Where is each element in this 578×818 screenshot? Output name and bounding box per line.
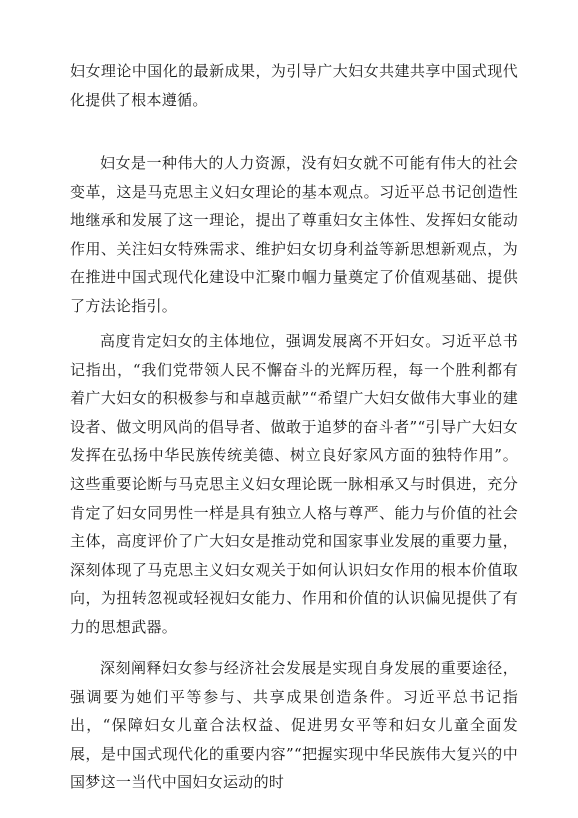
paragraph-2: 妇女是一种伟大的人力资源，没有妇女就不可能有伟大的社会变革，这是马克思主义妇女理论的基本观点。习近平总书记创造性地继承和发展了这一理论，提出了尊重妇女主体性、发挥妇女能动作用、关注妇女特殊需求、维护妇女切身利益等新思想新观点，为在推进中国式现代化建设中汇聚巾帼力量奠定了价值观基础、提供了方法论指引。 bbox=[70, 154, 518, 315]
paragraph-4: 深刻阐释妇女参与经济社会发展是实现自身发展的重要途径，强调要为她们平等参与、共享成果创造条件。习近平总书记指出，“保障妇女儿童合法权益、促进男女平等和妇女儿童全面发展，是中国式现代化的重要内容”“把握实现中华民族伟大复兴的中国梦这一当代中国妇女运动的时 bbox=[70, 659, 518, 792]
paragraph-3: 高度肯定妇女的主体地位，强调发展离不开妇女。习近平总书记指出，“我们党带领人民不懈奋斗的光辉历程，每一个胜利都有着广大妇女的积极参与和卓越贡献”“希望广大妇女做伟大事业的建设者、做文明风尚的倡导者、做敢于追梦的奋斗者”“引导广大妇女发挥在弘扬中华民族传统美德、树立良好家风方面的独特作用”。这些重要论断与马克思主义妇女理论既一脉相承又与时俱进，充分肯定了妇女同男性一样是具有独立人格与尊严、能力与价值的社会主体，高度评价了广大妇女是推动党和国家事业发展的重要力量，深刻体现了马克思主义妇女观关于如何认识妇女作用的根本价值取向，为扭转忽视或轻视妇女能力、作用和价值的认识偏见提供了有力的思想武器。 bbox=[70, 332, 518, 636]
paragraph-1: 妇女理论中国化的最新成果，为引导广大妇女共建共享中国式现代化提供了根本遵循。 bbox=[70, 62, 518, 109]
